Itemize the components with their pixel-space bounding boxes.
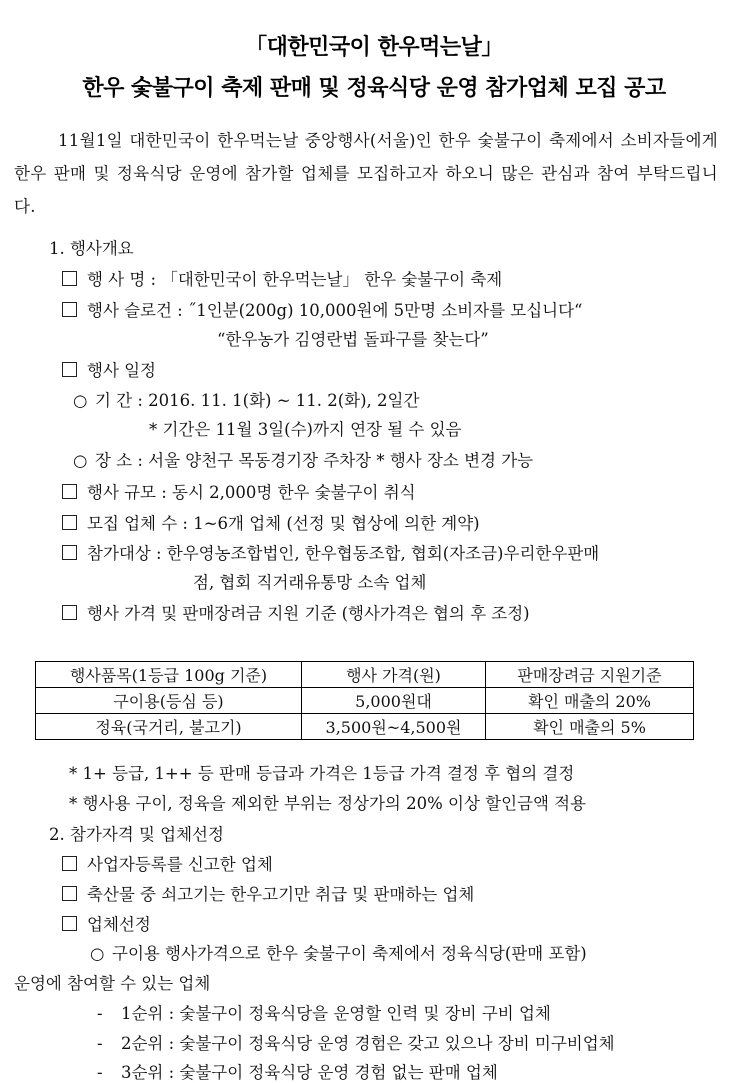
title-line-1: 「대한민국이 한우먹는날」 xyxy=(245,35,503,60)
selection-text: 업체선정 xyxy=(87,915,151,934)
table-header-cell: 판매장려금 지원기준 xyxy=(486,662,694,688)
checkbox-icon xyxy=(62,886,77,901)
scale-item xyxy=(62,479,416,503)
schedule-text: 행사 일정 xyxy=(87,361,157,380)
period-text: 기 간 : 2016. 11. 1(화) ~ 11. 2(화), 2일간 xyxy=(95,391,420,410)
intro-paragraph: 11월1일 대한민국이 한우먹는날 중앙행사(서울)인 한우 숯불구이 축제에서 소비자들에게 한우 판매 및 정육식당 운영에 참가할 업체를 모집하고자 하오니 많은 관심과 참여 부탁드립니다. xyxy=(14,131,718,216)
checkbox-icon xyxy=(62,605,77,620)
slogan-text-1: 행사 슬로건 : ˝1인분(200g) 10,000원에 5만명 소비자를 모십니다“ xyxy=(87,301,583,320)
selection-desc-item xyxy=(90,940,587,964)
checkbox-icon xyxy=(62,545,77,560)
section-2-heading: 2. 참가자격 및 업체선정 xyxy=(49,825,224,844)
note-1: * 1+ 등급, 1++ 등 판매 등급과 가격은 1등급 가격 결정 후 협의 결정 xyxy=(69,764,575,783)
note-2: * 행사용 구이, 정육을 제외한 부위는 정상가의 20% 이상 할인금액 적용 xyxy=(69,794,587,813)
place-item xyxy=(73,447,533,471)
requirement-text-2: 축산물 중 쇠고기는 한우고기만 취급 및 판매하는 업체 xyxy=(87,885,475,904)
table-cell: 확인 매출의 20% xyxy=(486,688,694,714)
target-item xyxy=(62,540,599,564)
event-name-item xyxy=(62,266,502,290)
table-cell: 정육(국거리, 불고기) xyxy=(36,714,302,740)
checkbox-icon xyxy=(62,362,77,377)
checkbox-icon xyxy=(62,484,77,499)
section-1-heading: 1. 행사개요 xyxy=(49,239,134,258)
table-header-row xyxy=(36,662,694,688)
slogan-item xyxy=(62,297,582,321)
rank-item-3 xyxy=(97,1059,498,1083)
period-note: * 기간은 11월 3일(수)까지 연장 될 수 있음 xyxy=(149,420,462,439)
table-row xyxy=(36,688,694,714)
checkbox-icon xyxy=(62,515,77,530)
price-table xyxy=(35,661,694,740)
requirement-item-1 xyxy=(62,851,273,875)
recruit-item xyxy=(62,510,480,534)
circle-bullet-icon: ○ xyxy=(90,944,105,963)
rank-item-2 xyxy=(97,1030,615,1054)
target-text-2: 점, 협회 직거래유통망 소속 업체 xyxy=(193,573,427,592)
table-header-cell: 행사품목(1등급 100g 기준) xyxy=(36,662,302,688)
target-text-1: 참가대상 : 한우영농조합법인, 한우협동조합, 협회(자조금)우리한우판매 xyxy=(87,544,600,563)
schedule-item xyxy=(62,357,156,381)
requirement-item-2 xyxy=(62,881,474,905)
place-text: 장 소 : 서울 양천구 목동경기장 주차장 * 행사 장소 변경 가능 xyxy=(95,451,534,470)
selection-desc-1: 구이용 행사가격으로 한우 숯불구이 축제에서 정육식당(판매 포함) xyxy=(112,944,587,963)
table-cell: 3,500원~4,500원 xyxy=(302,714,486,740)
checkbox-icon xyxy=(62,302,77,317)
price-item xyxy=(62,600,530,624)
table-row xyxy=(36,714,694,740)
period-item xyxy=(73,387,419,411)
slogan-text-2: “한우농가 김영란법 돌파구를 찾는다” xyxy=(217,330,489,349)
dash-bullet-icon: - xyxy=(97,1063,103,1082)
circle-bullet-icon: ○ xyxy=(73,451,88,470)
rank-text-1: 1순위 : 숯불구이 정육식당을 운영할 인력 및 장비 구비 업체 xyxy=(121,1004,551,1023)
rank-text-2: 2순위 : 숯불구이 정육식당 운영 경험은 갖고 있으나 장비 미구비업체 xyxy=(121,1034,615,1053)
checkbox-icon xyxy=(62,271,77,286)
price-text: 행사 가격 및 판매장려금 지원 기준 (행사가격은 협의 후 조정) xyxy=(87,604,530,623)
table-cell: 구이용(등심 등) xyxy=(36,688,302,714)
dash-bullet-icon: - xyxy=(97,1004,103,1023)
table-cell: 5,000원대 xyxy=(302,688,486,714)
event-name-text: 행 사 명 : 「대한민국이 한우먹는날」 한우 숯불구이 축제 xyxy=(87,270,503,289)
dash-bullet-icon: - xyxy=(97,1034,103,1053)
selection-item xyxy=(62,911,151,935)
circle-bullet-icon: ○ xyxy=(73,391,88,410)
scale-text: 행사 규모 : 동시 2,000명 한우 숯불구이 취식 xyxy=(87,483,416,502)
table-header-cell: 행사 가격(원) xyxy=(302,662,486,688)
title-line-2: 한우 숯불구이 축제 판매 및 정육식당 운영 참가업체 모집 공고 xyxy=(82,76,666,101)
selection-desc-2: 운영에 참여할 수 있는 업체 xyxy=(14,974,211,993)
recruit-text: 모집 업체 수 : 1~6개 업체 (선정 및 협상에 의한 계약) xyxy=(87,514,480,533)
table-cell: 확인 매출의 5% xyxy=(486,714,694,740)
rank-text-3: 3순위 : 숯불구이 정육식당 운영 경험 없는 판매 업체 xyxy=(121,1063,498,1082)
checkbox-icon xyxy=(62,856,77,871)
requirement-text-1: 사업자등록를 신고한 업체 xyxy=(87,855,273,874)
rank-item-1 xyxy=(97,1000,551,1024)
checkbox-icon xyxy=(62,916,77,931)
